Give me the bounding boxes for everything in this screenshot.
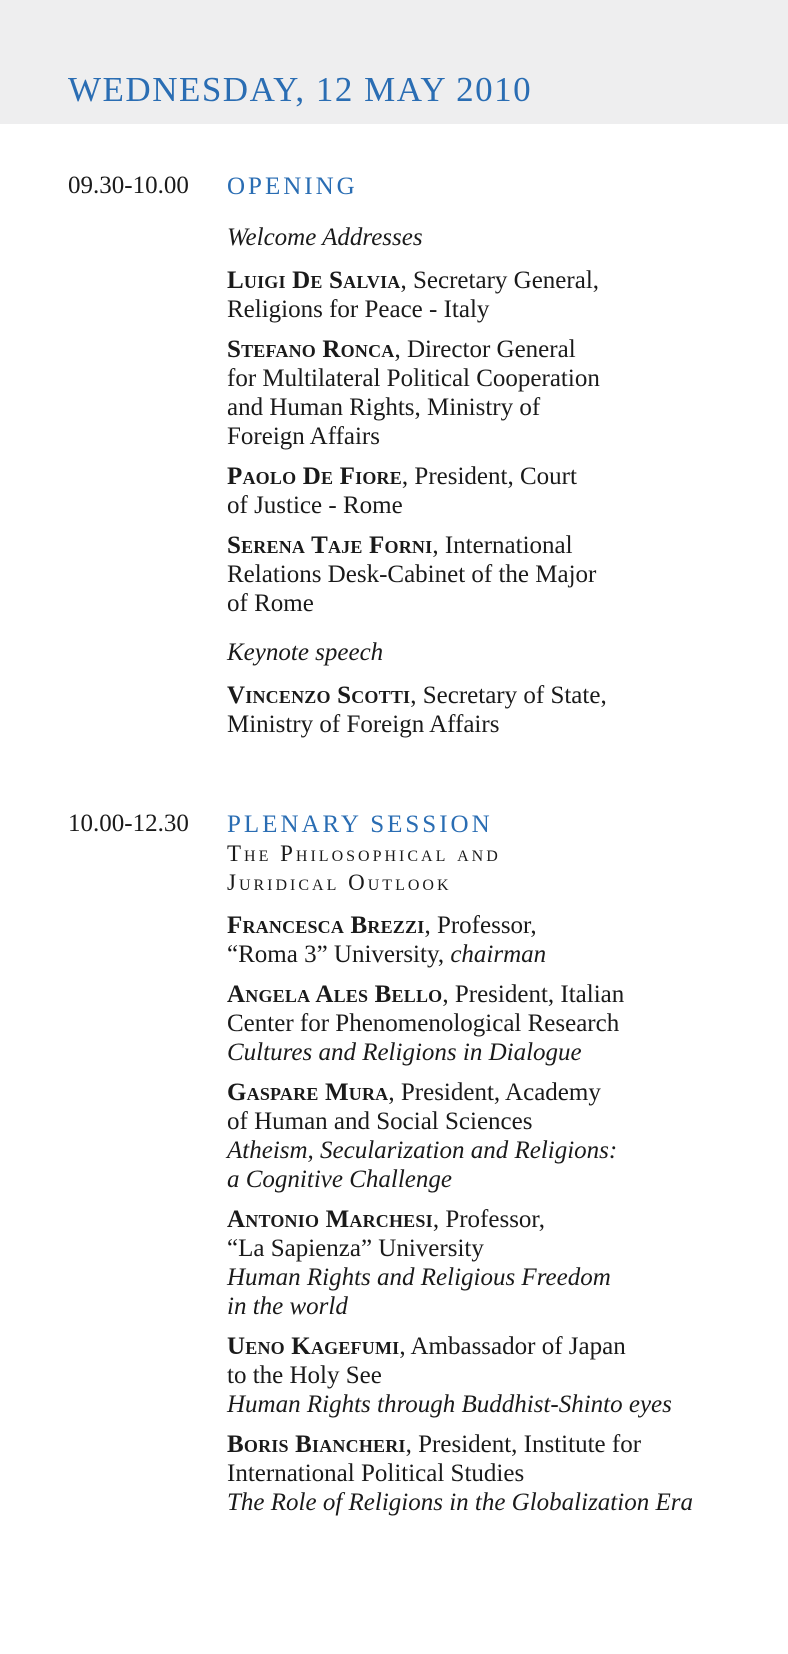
speaker-name: Boris Biancheri [227,1431,406,1458]
talk-title: a Cognitive Challenge [227,1166,452,1193]
speaker-name: Ueno Kagefumi [227,1333,400,1360]
speaker-affiliation: of Rome [227,590,314,617]
keynote-label: Keynote speech [227,639,384,666]
speaker-role: , President, Academy [388,1079,601,1106]
speaker-affiliation: of Human and Social Sciences [227,1108,533,1135]
speaker-role: , Professor, [432,1206,545,1233]
speaker-entry [227,462,772,520]
session-content [227,172,772,739]
speaker-entry [227,531,772,618]
speaker-role: , President, Italian [442,981,625,1008]
speaker-name: Francesca Brezzi [227,912,425,939]
speaker-name: Serena Taje Forni [227,532,433,559]
session-subtitle: Juridical Outlook [227,870,452,895]
page-title: WEDNESDAY, 12 MAY 2010 [68,70,533,109]
speaker-role: , Secretary of State, [410,682,607,709]
speaker-name: Paolo De Fiore [227,463,402,490]
speaker-affiliation: Religions for Peace - Italy [227,296,490,323]
speaker-affiliation: Foreign Affairs [227,423,380,450]
talk-title: in the world [227,1293,348,1320]
speaker-affiliation: for Multilateral Political Cooperation [227,365,600,392]
speaker-role: , President, Court [401,463,577,490]
speaker-affiliation: and Human Rights, Ministry of [227,394,541,421]
speaker-affiliation: of Justice - Rome [227,492,403,519]
speaker-entry [227,1430,772,1517]
speaker-role: , President, Institute for [405,1431,642,1458]
speaker-affiliation: Center for Phenomenological Research [227,1010,620,1037]
session-title: OPENING [227,173,358,200]
session-title: PLENARY SESSION [227,811,493,838]
speaker-role: , Secretary General, [400,267,600,294]
speaker-name: Antonio Marchesi [227,1206,433,1233]
speaker-entry [227,335,772,451]
talk-title: Atheism, Secularization and Religions: [227,1137,618,1164]
speaker-entry [227,980,772,1067]
session-subtitle: The Philosophical and [227,841,501,866]
session-time: 10.00-12.30 [68,810,189,837]
speaker-entry [227,1078,772,1194]
session-time: 09.30-10.00 [68,172,189,199]
speaker-affiliation: Relations Desk-Cabinet of the Major [227,561,597,588]
speaker-name: Luigi De Salvia [227,267,401,294]
speaker-name: Vincenzo Scotti [227,682,411,709]
speaker-role: , Director General [394,336,576,363]
chair-label: chairman [450,941,547,968]
speaker-affiliation: to the Holy See [227,1362,382,1389]
speaker-affiliation: Ministry of Foreign Affairs [227,711,500,738]
talk-title: Human Rights through Buddhist-Shinto eyes [227,1391,672,1418]
speaker-entry [227,1332,772,1419]
speaker-name: Gaspare Mura [227,1079,389,1106]
speaker-entry [227,1205,772,1321]
speaker-affiliation: “La Sapienza” University [227,1235,484,1262]
speaker-name: Stefano Ronca [227,336,395,363]
session-content [227,810,772,1517]
speaker-role: , International [432,532,573,559]
speaker-name: Angela Ales Bello [227,981,443,1008]
chair-entry [227,911,772,969]
speaker-entry [227,681,772,739]
talk-title: The Role of Religions in the Globalization Era [227,1489,693,1516]
page-header [0,0,788,124]
talk-title: Cultures and Religions in Dialogue [227,1039,582,1066]
speaker-affiliation: International Political Studies [227,1460,525,1487]
speaker-affiliation: “Roma 3” University, [227,941,451,968]
speaker-role: , Professor, [424,912,537,939]
speaker-role: , Ambassador of Japan [399,1333,626,1360]
welcome-label: Welcome Addresses [227,224,423,251]
speaker-entry [227,266,772,324]
talk-title: Human Rights and Religious Freedom [227,1264,611,1291]
